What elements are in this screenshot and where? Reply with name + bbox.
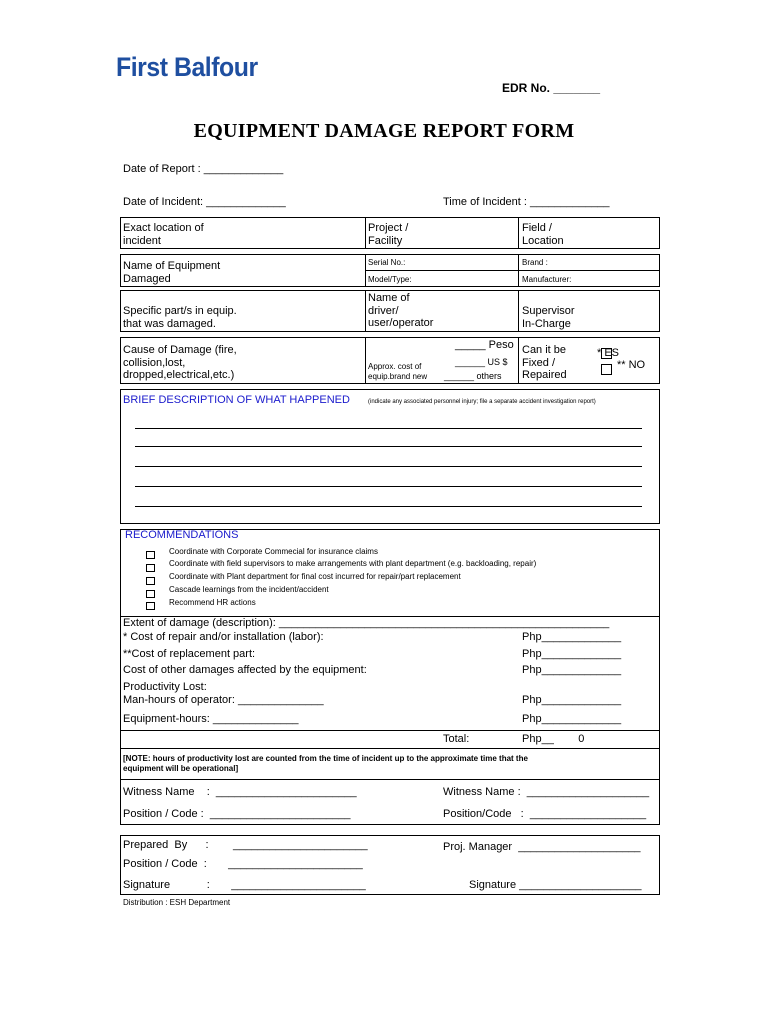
time-of-incident-field[interactable]: Time of Incident : _____________ [443,196,610,208]
labor-cost-php-field[interactable]: Php_____________ [522,631,622,643]
other-damage-php-field[interactable]: Php_____________ [522,664,622,676]
date-of-incident-field[interactable]: Date of Incident: _____________ [123,196,286,208]
damaged-part-label: Specific part/s in equip. that was damaged. [123,305,237,330]
manager-signature-field[interactable]: Signature ____________________ [469,879,642,891]
serial-no-label: Serial No.: [368,258,406,267]
witness-position-1-field[interactable]: Position / Code : _______________________ [123,808,351,820]
form-title: EQUIPMENT DAMAGE REPORT FORM [193,120,575,142]
prepared-position-field[interactable]: Position / Code : ______________________ [123,858,363,870]
edr-number: EDR No. _______ [502,81,601,95]
driver-label: Name of driver/ user/operator [368,292,434,329]
witness-name-2-field[interactable]: Witness Name : ____________________ [443,786,650,798]
prepared-by-field[interactable]: Prepared By : ______________________ [123,839,368,851]
distribution-note: Distribution : ESH Department [123,898,231,907]
recommendation-checkbox-5[interactable] [146,602,155,610]
recommendation-item-4: Cascade learnings from the incident/accident [169,585,329,594]
productivity-note: [NOTE: hours of productivity lost are counted from the time of incident up to the approximate time that the equipment will be operational] [123,754,528,773]
equipment-hours-field[interactable]: Equipment-hours: ______________ [123,713,299,725]
company-logo: First Balfour [116,52,258,82]
manhours-php-field[interactable]: Php_____________ [522,694,622,706]
recommendation-checkbox-3[interactable] [146,577,155,585]
description-note: (indicate any associated personnel injury; file a separate accident investigation report) [368,399,596,405]
description-line-1[interactable] [135,428,642,429]
other-damage-cost-label: Cost of other damages affected by the equipment: [123,664,367,676]
no-checkbox[interactable] [601,364,612,375]
recommendation-item-3: Coordinate with Plant department for final cost incurred for repair/part replacement [169,572,461,581]
replacement-cost-php-field[interactable]: Php_____________ [522,648,622,660]
description-line-5[interactable] [135,506,642,507]
equipment-hours-php-field[interactable]: Php_____________ [522,713,622,725]
approx-cost-label: Approx. cost of equip.brand new [368,362,428,381]
description-line-3[interactable] [135,466,642,467]
recommendation-item-1: Coordinate with Corporate Commecial for insurance claims [169,547,378,556]
model-type-label: Model/Type: [368,275,412,284]
supervisor-label: Supervisor In-Charge [522,305,575,330]
brand-label: Brand : [522,258,548,267]
recommendation-checkbox-2[interactable] [146,564,155,572]
equipment-name-label: Name of Equipment Damaged [123,260,221,285]
cause-of-damage-label: Cause of Damage (fire, collision,lost, dropped,electrical,etc.) [123,344,237,381]
project-facility-label: Project / Facility [368,222,409,247]
recommendations-heading: RECOMMENDATIONS [125,529,239,541]
recommendation-checkbox-4[interactable] [146,590,155,598]
prepared-signature-field[interactable]: Signature : ______________________ [123,879,366,891]
recommendation-item-2: Coordinate with field supervisors to make arrangements with plant department (e.g. backloading, repair) [169,559,537,568]
exact-location-label: Exact location of incident [123,222,204,247]
description-line-2[interactable] [135,446,642,447]
description-line-4[interactable] [135,486,642,487]
manhours-field[interactable]: Man-hours of operator: ______________ [123,694,324,706]
project-manager-field[interactable]: Proj. Manager ____________________ [443,841,641,853]
description-heading: BRIEF DESCRIPTION OF WHAT HAPPENED [123,394,350,406]
recommendation-checkbox-1[interactable] [146,551,155,559]
productivity-lost-label: Productivity Lost: [123,681,207,693]
total-label: Total: [443,733,470,745]
witness-name-1-field[interactable]: Witness Name : _______________________ [123,786,357,798]
peso-field[interactable]: _____ Peso [455,339,514,351]
recommendation-item-5: Recommend HR actions [169,598,256,607]
manufacturer-label: Manufacturer: [522,275,572,284]
total-value[interactable]: Php__ 0 [522,733,585,745]
can-be-fixed-label: Can it be Fixed / Repaired [522,344,567,381]
no-label: ** NO [617,359,646,371]
extent-of-damage-field[interactable]: Extent of damage (description): ______________________________________________________ [123,617,610,629]
description-section [120,389,660,524]
yes-label: * ES [597,347,620,359]
field-location-label: Field / Location [522,222,564,247]
usd-field[interactable]: ______ US $ [455,357,508,367]
labor-cost-label: * Cost of repair and/or installation (labor): [123,631,324,643]
date-of-report-field[interactable]: Date of Report : _____________ [123,163,284,175]
replacement-cost-label: **Cost of replacement part: [123,648,256,660]
witness-position-2-field[interactable]: Position/Code : ___________________ [443,808,647,820]
others-field[interactable]: ______ others [444,371,502,381]
